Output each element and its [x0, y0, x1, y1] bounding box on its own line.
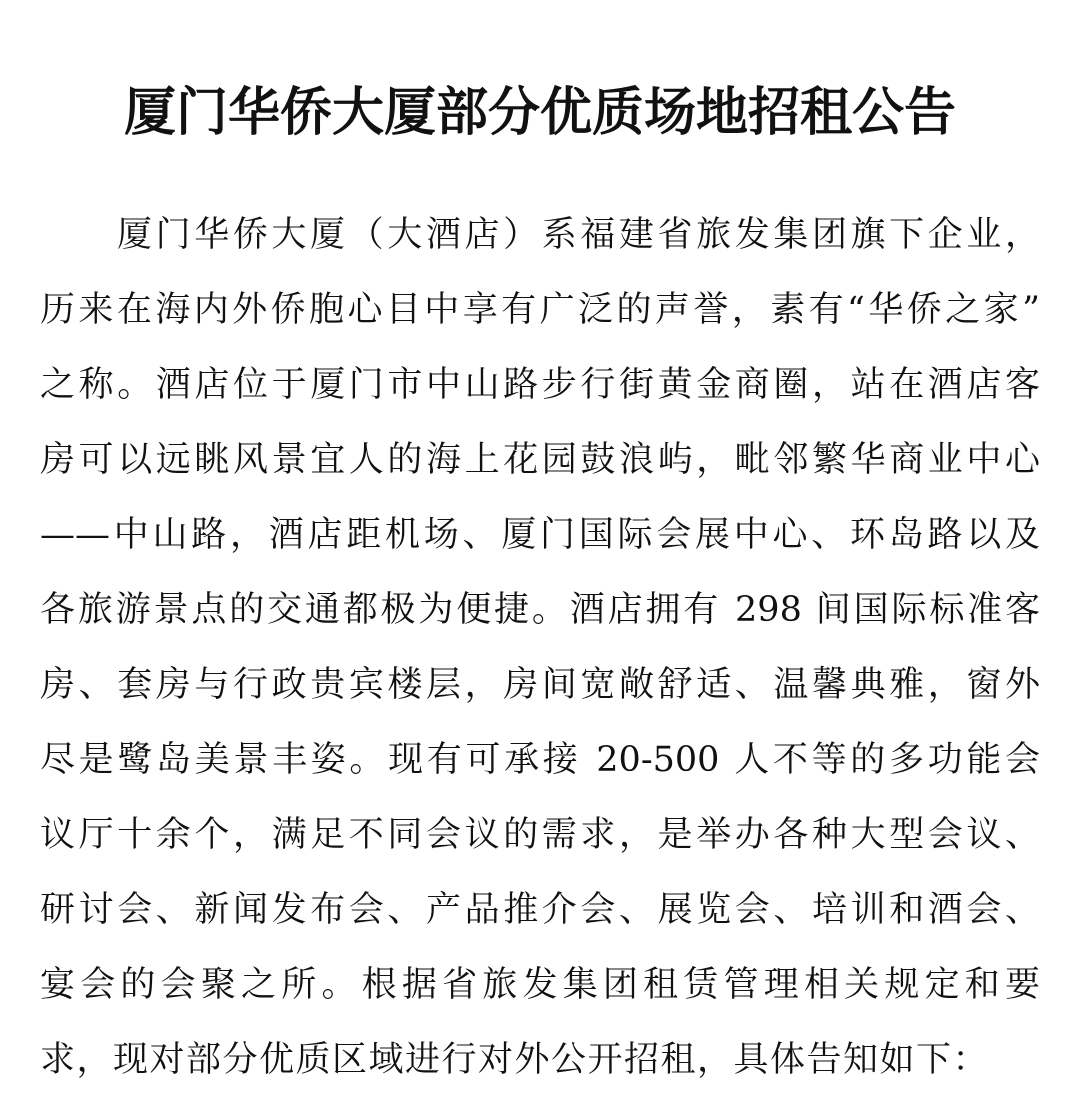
- paragraph-line: 厦门华侨大厦（大酒店）系福建省旅发集团旗下企业，: [117, 215, 1040, 255]
- paragraph-line: ——中山路，酒店距机场、厦门国际会展中心、环岛路以及: [40, 515, 1040, 555]
- intro-paragraph: [40, 205, 1040, 1105]
- paragraph-line: 尽是鹭岛美景丰姿。现有可承接 20-500 人不等的多功能会: [40, 740, 1040, 780]
- paragraph-line: 房可以远眺风景宜人的海上花园鼓浪屿，毗邻繁华商业中心: [40, 440, 1040, 480]
- paragraph-line: 历来在海内外侨胞心目中享有广泛的声誉，素有“华侨之家”: [40, 290, 1040, 330]
- paragraph-line: 之称。酒店位于厦门市中山路步行街黄金商圈，站在酒店客: [40, 365, 1040, 405]
- paragraph-line: 房、套房与行政贵宾楼层，房间宽敞舒适、温馨典雅，窗外: [40, 665, 1040, 705]
- paragraph-line: 研讨会、新闻发布会、产品推介会、展览会、培训和酒会、: [40, 890, 1040, 930]
- paragraph-line: 宴会的会聚之所。根据省旅发集团租赁管理相关规定和要: [40, 965, 1040, 1005]
- paragraph-line: 各旅游景点的交通都极为便捷。酒店拥有 298 间国际标准客: [40, 590, 1040, 630]
- paragraph-line: 求，现对部分优质区域进行对外公开招租，具体告知如下：: [40, 1040, 990, 1080]
- document-title: 厦门华侨大厦部分优质场地招租公告: [123, 83, 956, 143]
- paragraph-line: 议厅十余个，满足不同会议的需求，是举办各种大型会议、: [40, 815, 1040, 855]
